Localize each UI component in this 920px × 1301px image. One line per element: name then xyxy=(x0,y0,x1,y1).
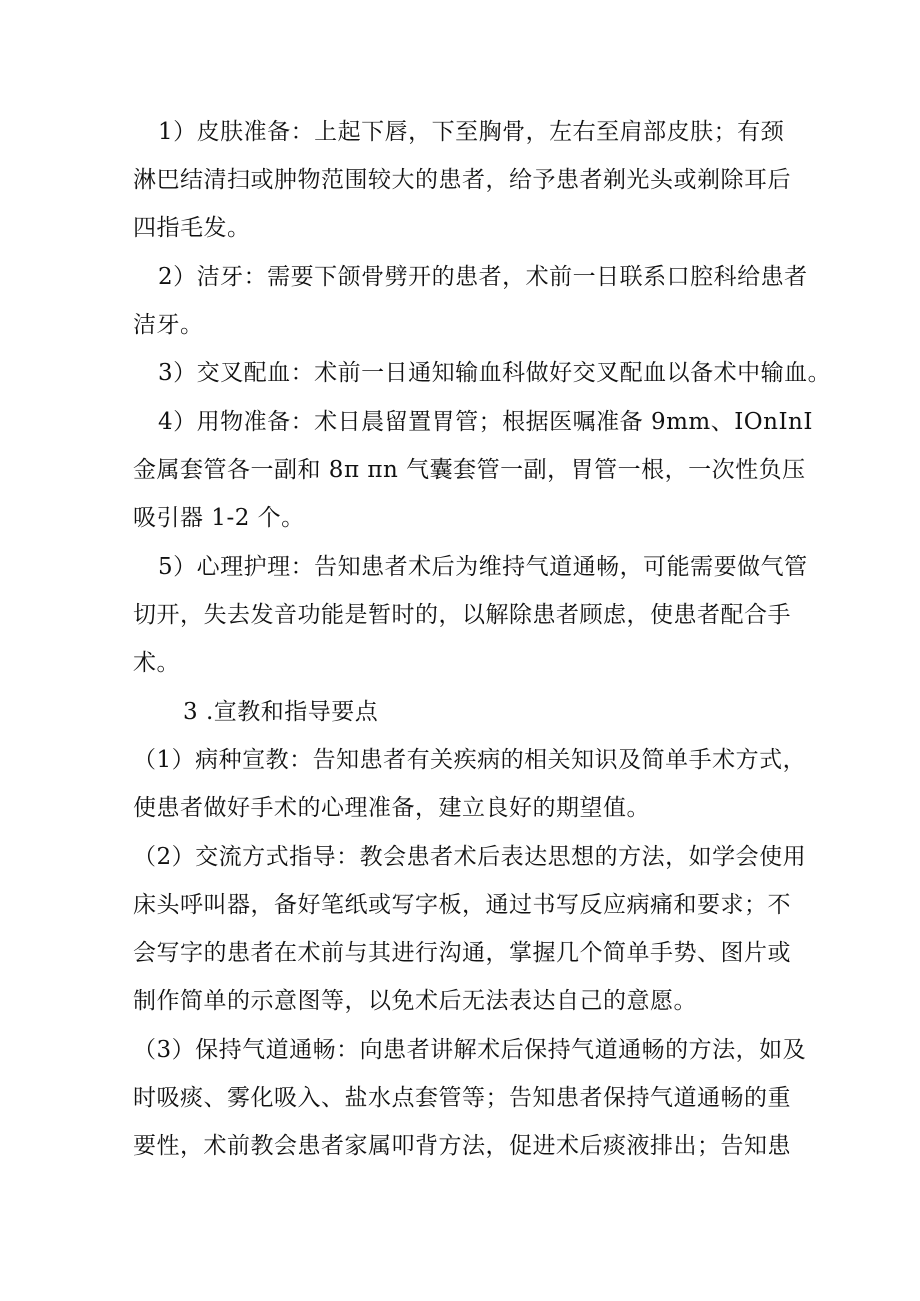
text-line-19: 制作简单的示意图等，以免术后无法表达自己的意愿。 xyxy=(133,988,697,1014)
text-line-7: 4）用物准备：术日晨留置胃管；根据医嘱准备 9mm、IOnInI xyxy=(158,409,813,435)
text-line-16: （2）交流方式指导：教会患者术后表达思想的方法，如学会使用 xyxy=(133,844,807,870)
section-heading: 3 .宣教和指导要点 xyxy=(183,699,379,725)
text-line-2: 淋巴结清扫或肿物范围较大的患者，给予患者剃光头或剃除耳后 xyxy=(133,167,791,193)
text-line-20: （3）保持气道通畅：向患者讲解术后保持气道通畅的方法，如及 xyxy=(133,1037,807,1063)
text-line-10: 5）心理护理：告知患者术后为维持气道通畅，可能需要做气管 xyxy=(158,554,808,580)
text-line-6: 3）交叉配血：术前一日通知输血科做好交叉配血以备术中输血。 xyxy=(158,360,832,386)
text-line-22: 要性，术前教会患者家属叩背方法，促进术后痰液排出；告知患 xyxy=(133,1133,791,1159)
text-line-15: 使患者做好手术的心理准备，建立良好的期望值。 xyxy=(133,795,650,821)
text-line-8: 金属套管各一副和 8π πn 气囊套管一副，胃管一根，一次性负压 xyxy=(133,457,806,483)
text-line-12: 术。 xyxy=(133,650,180,676)
text-line-14: （1）病种宣教：告知患者有关疾病的相关知识及简单手术方式， xyxy=(133,747,807,773)
text-line-18: 会写字的患者在术前与其进行沟通，掌握几个简单手势、图片或 xyxy=(133,940,791,966)
text-line-1: 1）皮肤准备：上起下唇，下至胸骨，左右至肩部皮肤；有颈 xyxy=(158,119,785,145)
text-line-3: 四指毛发。 xyxy=(133,215,251,241)
text-line-4: 2）洁牙：需要下颌骨劈开的患者，术前一日联系口腔科给患者 xyxy=(158,264,808,290)
text-line-17: 床头呼叫器，备好笔纸或写字板，通过书写反应病痛和要求；不 xyxy=(133,892,791,918)
text-line-11: 切开，失去发音功能是暂时的，以解除患者顾虑，使患者配合手 xyxy=(133,602,791,628)
text-line-9: 吸引器 1-2 个。 xyxy=(133,505,305,531)
text-line-5: 洁牙。 xyxy=(133,312,204,338)
text-line-21: 时吸痰、雾化吸入、盐水点套管等；告知患者保持气道通畅的重 xyxy=(133,1085,791,1111)
